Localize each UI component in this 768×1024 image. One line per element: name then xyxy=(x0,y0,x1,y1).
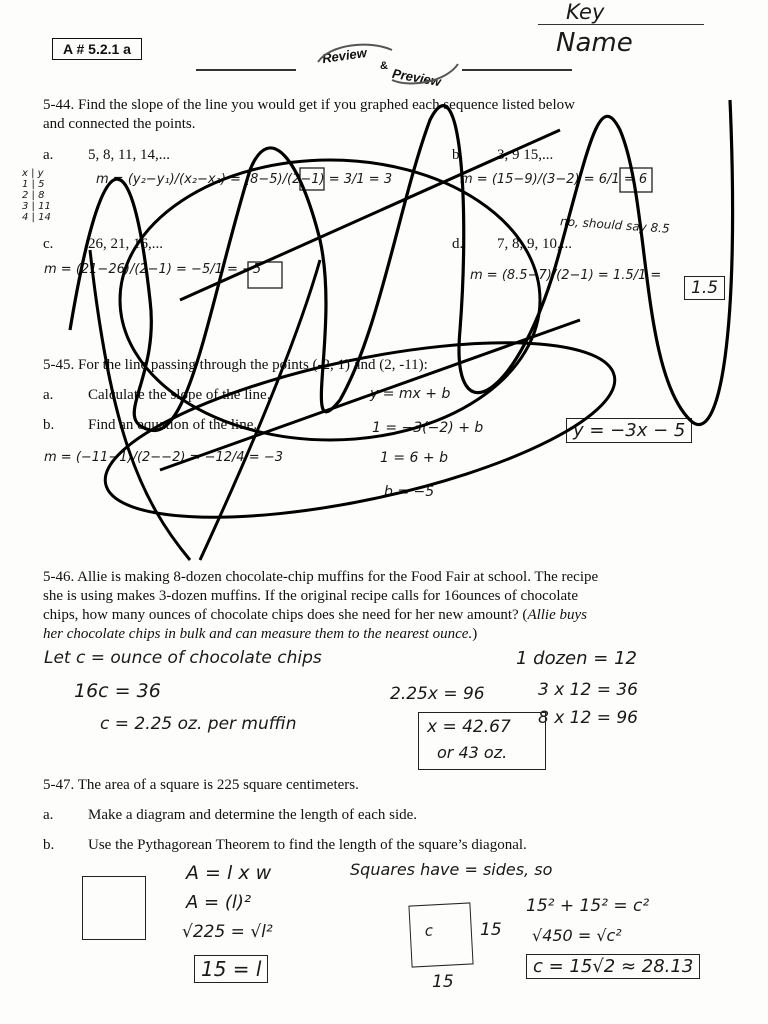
hw-xy-table: x | y 1 | 5 2 | 8 3 | 11 4 | 14 xyxy=(22,168,51,223)
hw-47-b3: c = 15√2 ≈ 28.13 xyxy=(526,954,700,979)
hw-47-a2: A = (l)² xyxy=(186,892,252,913)
p46-line1: 5-46. Allie is making 8-dozen chocolate-chip muffins for the Food Fair at school. The recipe xyxy=(43,569,599,585)
hw-47-b2: √450 = √c² xyxy=(532,926,622,945)
p45b-text: Find an equation of the line. xyxy=(88,417,258,433)
hw-47-bottom-label: 15 xyxy=(432,972,454,992)
assignment-tag: A # 5.2.1 a xyxy=(52,38,142,60)
hw-47-c-label: c xyxy=(424,921,434,940)
hw-44d-answer: 1.5 xyxy=(684,276,725,300)
p44d-text: 7, 8, 9, 10,... xyxy=(497,236,572,252)
p44b-text: 3, 9 15,... xyxy=(497,147,554,163)
hw-46-3x: 3 x 12 = 36 xyxy=(538,680,638,700)
hw-45-eq2: 1 = −3(−2) + b xyxy=(372,420,484,436)
logo-arrow-bottom xyxy=(392,64,458,83)
hw-45-eq4: b = −5 xyxy=(384,484,435,500)
p45-prompt: 5-45. For the line passing through the points (-2, 1) and (2, -11): xyxy=(43,357,428,373)
p44c-text: 26, 21, 16,... xyxy=(88,236,163,252)
hw-44a-work: m = (y₂−y₁)/(x₂−x₁) = (8−5)/(2−1) = 3/1 = 3 xyxy=(96,172,393,187)
hw-44d-work: m = (8.5−7)/(2−1) = 1.5/1 = xyxy=(470,268,662,283)
p46-line2: she is using makes 3-dozen muffins. If the original recipe calls for 16ounces of chocolate xyxy=(43,588,578,604)
hw-45-slope: m = (−11−1)/(2−−2) = −12/4 = −3 xyxy=(44,450,283,465)
p44d-label: d. xyxy=(452,236,464,252)
hw-46-mid: 2.25x = 96 xyxy=(390,684,485,704)
hw-46-ans2: or 43 oz. xyxy=(437,743,508,762)
hw-46-ans1: x = 42.67 xyxy=(427,717,511,737)
logo-amp: & xyxy=(380,60,388,72)
p47a-text: Make a diagram and determine the length of each side. xyxy=(88,807,418,823)
hw-45-eq3: 1 = 6 + b xyxy=(380,450,448,466)
p44-prompt-line1: 5-44. Find the slope of the line you would get if you graphed each sequence listed below xyxy=(43,97,575,113)
hw-44c-work: m = (21−26)/(2−1) = −5/1 = −5 xyxy=(44,262,262,277)
p46-line4-end: ) xyxy=(472,626,478,642)
p44c-label: c. xyxy=(43,236,54,252)
p45a-label: a. xyxy=(43,387,54,403)
hw-47-a1: A = l x w xyxy=(186,862,272,884)
p47a-label: a. xyxy=(43,807,54,823)
hw-47-a3: √225 = √l² xyxy=(182,922,273,942)
hw-46-eq1: 16c = 36 xyxy=(74,680,161,702)
hw-47-side-label: 15 xyxy=(480,920,502,940)
key-label: Key xyxy=(566,0,605,24)
hw-47-b1: 15² + 15² = c² xyxy=(526,896,650,916)
hw-45-answer: y = −3x − 5 xyxy=(566,418,692,443)
p47b-text: Use the Pythagorean Theorem to find the length of the square’s diagonal. xyxy=(88,837,527,853)
p46-line3-text: chips, how many ounces of chocolate chips does she need for her new amount? ( xyxy=(43,607,528,623)
hw-46-8x: 8 x 12 = 96 xyxy=(538,708,638,728)
logo-review: Review xyxy=(321,44,368,67)
hw-47-note: Squares have = sides, so xyxy=(350,860,553,879)
logo-preview: Preview xyxy=(391,65,443,90)
p47-prompt: 5-47. The area of a square is 225 square centimeters. xyxy=(43,777,359,793)
p47b-label: b. xyxy=(43,837,55,853)
scribble-strokes xyxy=(90,130,580,560)
hw-46-dozen: 1 dozen = 12 xyxy=(516,648,637,669)
p45b-label: b. xyxy=(43,417,55,433)
scribble-ellipse-flat xyxy=(91,307,629,552)
p44a-label: a. xyxy=(43,147,54,163)
logo-arrow-top xyxy=(318,45,392,62)
p44-prompt-line2: and connected the points. xyxy=(43,116,196,132)
name-label: Name xyxy=(556,28,633,58)
p44a-text: 5, 8, 11, 14,... xyxy=(88,147,170,163)
hw-47-a4: 15 = l xyxy=(194,955,268,983)
p46-line4-italic: her chocolate chips in bulk and can measure them to the nearest ounce. xyxy=(43,626,473,642)
hw-45-eq1: y = mx + b xyxy=(370,386,451,402)
hw-44d-note: no, should say 8.5 xyxy=(559,214,671,236)
hw-46-eq2: c = 2.25 oz. per muffin xyxy=(100,714,297,734)
hw-44b-work: m = (15−9)/(3−2) = 6/1 = 6 xyxy=(460,172,648,187)
scribble-path-main xyxy=(70,100,733,431)
hw-46-let: Let c = ounce of chocolate chips xyxy=(44,648,322,668)
p44b-label: b. xyxy=(452,147,464,163)
p45a-text: Calculate the slope of the line. xyxy=(88,387,271,403)
p46-line3-italic: Allie buys xyxy=(527,607,588,623)
